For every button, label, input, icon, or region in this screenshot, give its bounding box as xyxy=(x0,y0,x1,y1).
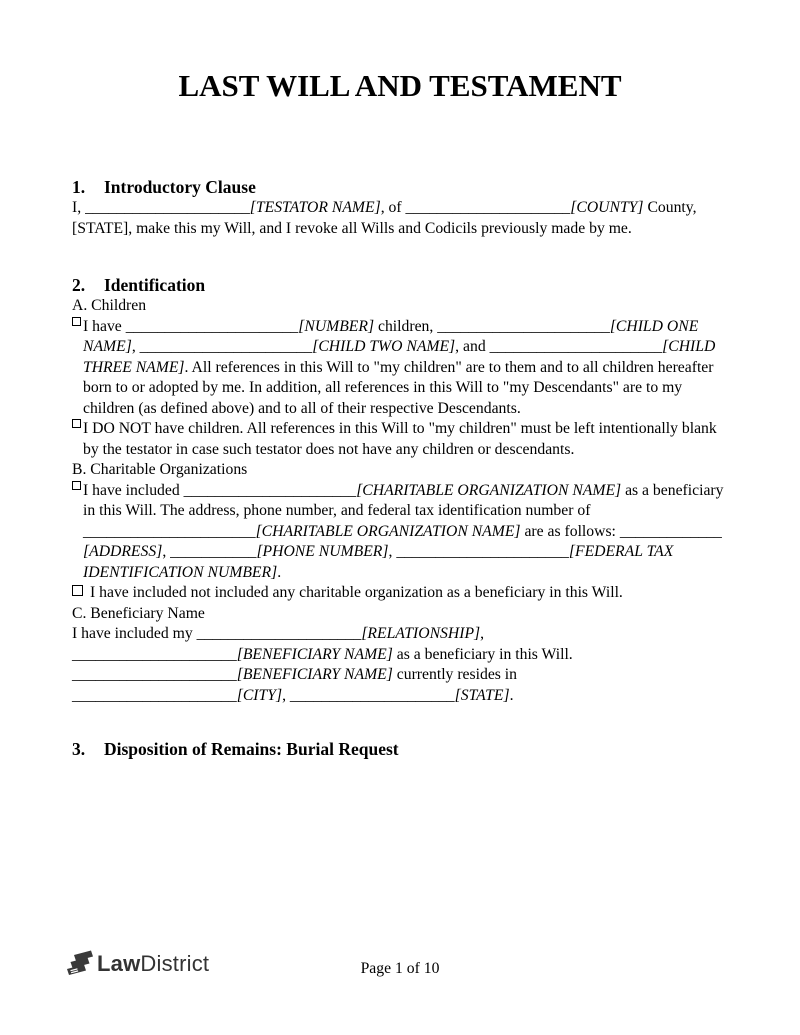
placeholder-token: [BENEFICIARY NAME] xyxy=(236,645,393,663)
section-number: 1. xyxy=(72,177,86,197)
placeholder-token: [RELATIONSHIP] xyxy=(361,625,481,642)
placeholder-token: [CHARITABLE ORGANIZATION NAME] xyxy=(255,522,521,540)
text-run: , xyxy=(131,338,140,355)
blank-line: _____________________ xyxy=(405,199,571,216)
blank-line: _____________________ xyxy=(72,666,237,683)
blank-line: ___________ xyxy=(170,543,257,560)
document-content xyxy=(72,0,740,760)
blank-line: _____________________ xyxy=(72,686,237,704)
blank-line: _____________________ xyxy=(196,625,362,642)
section-title: Introductory Clause xyxy=(104,177,256,197)
paragraph-charity-not-included xyxy=(72,583,740,604)
blank-line: ______________________ xyxy=(396,543,569,560)
blank-line: _____________________ xyxy=(85,199,250,216)
paragraph-charity-included xyxy=(72,481,740,584)
blank-line: ______________________ xyxy=(437,317,610,335)
text-run: . xyxy=(277,563,282,581)
brand-word-law: Law xyxy=(97,951,141,976)
placeholder-token: [CHARITABLE ORGANIZATION NAME] xyxy=(356,481,622,499)
text-run: I have xyxy=(83,317,126,335)
section-heading-introductory-clause xyxy=(72,176,740,198)
text-run: children, xyxy=(374,317,438,335)
paragraph-no-children xyxy=(72,419,740,460)
text-run: I have included not included any charitable organization as a beneficiary in this Will. xyxy=(90,584,623,601)
text-run: , xyxy=(480,625,485,642)
text-run: I, xyxy=(72,199,86,216)
section-heading-disposition-of-remains xyxy=(72,738,740,760)
checkbox[interactable] xyxy=(72,481,81,490)
subsection-label-charitable-organizations: B. Charitable Organizations xyxy=(72,461,248,478)
placeholder-token: [STATE] xyxy=(454,686,510,704)
section-title: Disposition of Remains: Burial Request xyxy=(104,739,399,759)
checkbox[interactable] xyxy=(72,585,83,596)
subsection-label-beneficiary-name: C. Beneficiary Name xyxy=(72,604,205,622)
placeholder-token: NAME] xyxy=(83,338,132,355)
text-run: . All references in this Will to "my children" are to them and to all children hereafter xyxy=(184,358,714,376)
text-run: as a beneficiary xyxy=(621,481,724,499)
page-number: Page 1 of 10 xyxy=(360,960,440,977)
brand-word-district: District xyxy=(140,951,210,976)
text-run: children (as defined above) and to all of their respective Descendants. xyxy=(83,399,521,417)
placeholder-token: [CHILD ONE xyxy=(609,317,699,335)
placeholder-token: [ADDRESS] xyxy=(83,543,163,560)
text-run: , and xyxy=(455,338,490,355)
blank-line: ______________________ xyxy=(83,522,256,540)
document-title: LAST WILL AND TESTAMENT xyxy=(178,68,622,103)
blank-line: _____________________ xyxy=(72,645,237,663)
section-heading-identification xyxy=(72,274,740,296)
placeholder-token: [TESTATOR NAME] xyxy=(249,199,381,216)
blank-line: ______________________ xyxy=(125,317,299,335)
placeholder-token: [CHILD TWO NAME] xyxy=(312,338,456,355)
placeholder-token: [CITY] xyxy=(236,686,283,704)
text-run: , xyxy=(388,543,397,560)
subsection-label-children: A. Children xyxy=(72,297,147,314)
text-run: currently resides in xyxy=(392,666,518,683)
text-run: by the testator in case such testator does not have any children or descendants. xyxy=(83,440,575,458)
section-number: 2. xyxy=(72,275,86,295)
text-run: . xyxy=(509,686,514,704)
text-run: , xyxy=(162,543,171,560)
text-run: [STATE], make this my Will, and I revoke all Wills and Codicils previously made by me. xyxy=(72,219,632,237)
section-number: 3. xyxy=(72,739,86,759)
text-run: born to or adopted by me. In addition, all references in this Will to "my Descendants" are to my xyxy=(83,379,683,396)
text-run: County, xyxy=(643,199,697,216)
text-run: I DO NOT have children. All references in this Will to "my children" must be left intentionally blank xyxy=(83,420,717,437)
placeholder-token: [COUNTY] xyxy=(570,199,644,216)
text-run: are as follows: xyxy=(520,522,620,540)
placeholder-token: [CHILD xyxy=(662,338,716,355)
checkbox[interactable] xyxy=(72,419,81,428)
blank-line: ______________________ xyxy=(139,338,313,355)
text-run: , xyxy=(282,686,290,704)
placeholder-token: THREE NAME] xyxy=(83,358,185,376)
placeholder-token: [NUMBER] xyxy=(298,317,375,335)
blank-line: ______________________ xyxy=(183,481,357,499)
paragraph-introductory-clause xyxy=(72,198,740,239)
text-run: as a beneficiary in this Will. xyxy=(392,645,573,663)
paragraph-have-children xyxy=(72,317,740,420)
text-run: I have included my xyxy=(72,625,197,642)
blank-line: ______________________ xyxy=(489,338,663,355)
placeholder-token: [BENEFICIARY NAME] xyxy=(236,666,393,683)
checkbox[interactable] xyxy=(72,317,81,326)
page-footer xyxy=(0,949,800,987)
blank-line: _____________ xyxy=(619,522,722,540)
text-run: , of xyxy=(380,199,406,216)
placeholder-token: IDENTIFICATION NUMBER] xyxy=(83,563,278,581)
text-run: I have included xyxy=(83,481,184,499)
placeholder-token: [FEDERAL TAX xyxy=(568,543,674,560)
paragraph-beneficiary xyxy=(72,624,740,706)
placeholder-token: [PHONE NUMBER] xyxy=(256,543,389,560)
text-run: in this Will. The address, phone number, and federal tax identification number of xyxy=(83,502,591,519)
section-title: Identification xyxy=(104,275,206,295)
blank-line: _____________________ xyxy=(289,686,455,704)
